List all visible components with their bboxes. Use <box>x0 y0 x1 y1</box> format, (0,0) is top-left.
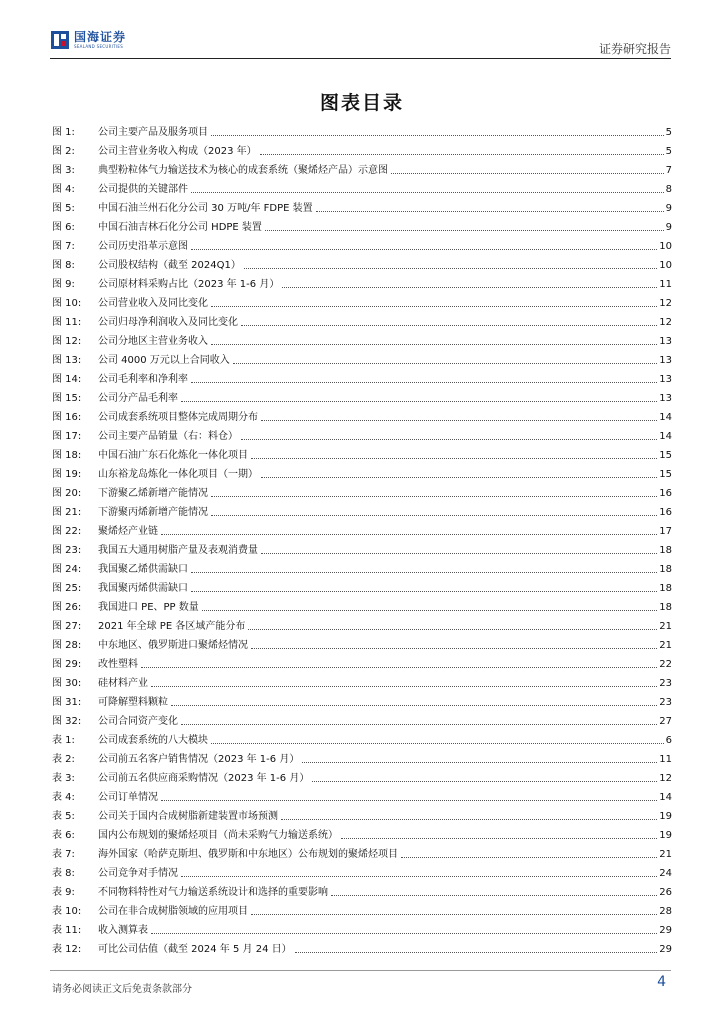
toc-entry-title: 公司成套系统的八大模块 <box>98 735 208 746</box>
toc-entry-label: 图 30: <box>52 678 82 689</box>
toc-leader-dots <box>312 781 657 782</box>
toc-entry-title: 公司毛利率和净利率 <box>98 374 188 385</box>
toc-leader-dots <box>191 572 657 573</box>
toc-leader-dots <box>141 667 657 668</box>
toc-entry[interactable] <box>52 177 672 196</box>
toc-leader-dots <box>211 306 657 307</box>
toc-entry[interactable] <box>52 671 672 690</box>
toc-entry-label: 表 2: <box>52 754 75 765</box>
toc-leader-dots <box>282 287 657 288</box>
toc-entry[interactable] <box>52 804 672 823</box>
toc-entry-label: 图 28: <box>52 640 82 651</box>
toc-entry[interactable] <box>52 538 672 557</box>
toc-entry-page: 14 <box>659 792 672 803</box>
toc-entry-label: 表 11: <box>52 925 82 936</box>
toc-entry-page: 18 <box>659 602 672 613</box>
toc-entry-label: 图 27: <box>52 621 82 632</box>
logo-mark-icon <box>50 30 70 50</box>
toc-leader-dots <box>171 705 657 706</box>
toc-entry[interactable] <box>52 234 672 253</box>
toc-entry-title: 公司营业收入及同比变化 <box>98 298 208 309</box>
toc-entry-label: 图 14: <box>52 374 82 385</box>
toc-entry-page: 15 <box>659 450 672 461</box>
toc-entry[interactable] <box>52 595 672 614</box>
toc-leader-dots <box>302 762 657 763</box>
toc-entry-title: 收入测算表 <box>98 925 148 936</box>
toc-entry-page: 10 <box>659 241 672 252</box>
toc-entry[interactable] <box>52 576 672 595</box>
toc-leader-dots <box>391 173 664 174</box>
toc-entry-page: 18 <box>659 564 672 575</box>
toc-entry[interactable] <box>52 519 672 538</box>
toc-entry-page: 17 <box>659 526 672 537</box>
toc-leader-dots <box>265 230 664 231</box>
toc-entry-title: 公司股权结构（截至 2024Q1） <box>98 260 241 271</box>
toc-entry-page: 13 <box>659 355 672 366</box>
toc-entry-title: 硅材料产业 <box>98 678 148 689</box>
toc-entry-page: 26 <box>659 887 672 898</box>
toc-leader-dots <box>211 515 657 516</box>
toc-entry-label: 图 20: <box>52 488 82 499</box>
table-of-figures <box>52 120 672 956</box>
toc-entry-title: 中东地区、俄罗斯进口聚烯烃情况 <box>98 640 248 651</box>
toc-entry-page: 22 <box>659 659 672 670</box>
toc-entry-label: 表 3: <box>52 773 75 784</box>
toc-entry-label: 图 19: <box>52 469 82 480</box>
toc-entry[interactable] <box>52 348 672 367</box>
toc-entry[interactable] <box>52 918 672 937</box>
toc-entry-label: 图 8: <box>52 260 75 271</box>
toc-leader-dots <box>244 268 657 269</box>
toc-entry[interactable] <box>52 500 672 519</box>
toc-leader-dots <box>161 534 657 535</box>
toc-entry-title: 公司成套系统项目整体完成周期分布 <box>98 412 258 423</box>
toc-entry-page: 10 <box>659 260 672 271</box>
toc-entry-title: 公司在非合成树脂领域的应用项目 <box>98 906 248 917</box>
toc-entry-label: 图 16: <box>52 412 82 423</box>
page-title: 图表目录 <box>319 92 404 114</box>
toc-leader-dots <box>295 952 658 953</box>
toc-entry-page: 21 <box>659 640 672 651</box>
toc-entry-page: 11 <box>659 279 672 290</box>
toc-entry[interactable] <box>52 899 672 918</box>
logo-text-en: SEALAND SECURITIES <box>74 44 124 49</box>
toc-entry-title: 公司提供的关键部件 <box>98 184 188 195</box>
toc-entry[interactable] <box>52 766 672 785</box>
toc-leader-dots <box>161 800 657 801</box>
toc-entry[interactable] <box>52 709 672 728</box>
toc-entry-title: 公司分地区主营业务收入 <box>98 336 208 347</box>
toc-entry-title: 我国五大通用树脂产量及表观消费量 <box>98 545 258 556</box>
toc-entry-label: 图 6: <box>52 222 75 233</box>
toc-entry-label: 表 6: <box>52 830 75 841</box>
toc-entry-label: 图 12: <box>52 336 82 347</box>
toc-entry[interactable] <box>52 253 672 272</box>
toc-entry[interactable] <box>52 785 672 804</box>
toc-entry-title: 下游聚丙烯新增产能情况 <box>98 507 208 518</box>
toc-leader-dots <box>241 439 657 440</box>
toc-entry-title: 聚烯烃产业链 <box>98 526 158 537</box>
toc-entry-title: 公司竞争对手情况 <box>98 868 178 879</box>
toc-leader-dots <box>341 838 657 839</box>
page-number: 4 <box>657 974 666 990</box>
toc-entry-label: 表 12: <box>52 944 82 955</box>
toc-entry-page: 29 <box>659 944 672 955</box>
toc-entry-title: 公司 4000 万元以上合同收入 <box>98 355 230 366</box>
toc-entry-label: 图 11: <box>52 317 82 328</box>
toc-entry[interactable] <box>52 196 672 215</box>
toc-leader-dots <box>191 249 657 250</box>
toc-leader-dots <box>233 363 657 364</box>
toc-leader-dots <box>211 344 657 345</box>
toc-entry[interactable] <box>52 728 672 747</box>
toc-entry-page: 19 <box>659 811 672 822</box>
toc-leader-dots <box>261 553 657 554</box>
footer-divider <box>50 970 671 971</box>
toc-entry-title: 公司历史沿革示意图 <box>98 241 188 252</box>
toc-leader-dots <box>151 686 657 687</box>
toc-leader-dots <box>211 743 664 744</box>
toc-leader-dots <box>191 591 657 592</box>
toc-leader-dots <box>281 819 657 820</box>
toc-entry-label: 图 25: <box>52 583 82 594</box>
toc-leader-dots <box>181 724 657 725</box>
toc-entry-page: 21 <box>659 849 672 860</box>
toc-entry-label: 图 18: <box>52 450 82 461</box>
toc-entry[interactable] <box>52 329 672 348</box>
toc-entry-label: 图 10: <box>52 298 82 309</box>
toc-entry-page: 16 <box>659 488 672 499</box>
toc-entry[interactable] <box>52 367 672 386</box>
toc-leader-dots <box>261 420 657 421</box>
toc-entry-label: 图 5: <box>52 203 75 214</box>
toc-entry[interactable] <box>52 443 672 462</box>
toc-entry-title: 下游聚乙烯新增产能情况 <box>98 488 208 499</box>
toc-entry-title: 山东裕龙岛炼化一体化项目（一期） <box>98 469 258 480</box>
toc-entry-label: 图 29: <box>52 659 82 670</box>
toc-entry-page: 15 <box>659 469 672 480</box>
toc-entry[interactable] <box>52 481 672 500</box>
toc-entry-page: 12 <box>659 317 672 328</box>
toc-entry-label: 图 23: <box>52 545 82 556</box>
toc-leader-dots <box>331 895 657 896</box>
toc-entry-page: 8 <box>665 184 672 195</box>
toc-entry[interactable] <box>52 823 672 842</box>
toc-entry[interactable] <box>52 291 672 310</box>
toc-entry-page: 14 <box>659 412 672 423</box>
toc-entry-title: 不同物料特性对气力输送系统设计和选择的重要影响 <box>98 887 328 898</box>
toc-entry-page: 23 <box>659 697 672 708</box>
toc-entry-title: 可比公司估值（截至 2024 年 5 月 24 日） <box>98 944 292 955</box>
toc-entry-title: 公司主营业务收入构成（2023 年） <box>98 146 257 157</box>
toc-leader-dots <box>191 192 664 193</box>
toc-leader-dots <box>241 325 657 326</box>
page-header <box>0 0 724 62</box>
toc-entry-page: 13 <box>659 393 672 404</box>
toc-entry[interactable] <box>52 215 672 234</box>
toc-entry-label: 图 2: <box>52 146 75 157</box>
toc-entry-label: 图 1: <box>52 127 75 138</box>
toc-entry[interactable] <box>52 310 672 329</box>
toc-entry-page: 16 <box>659 507 672 518</box>
toc-entry-title: 我国聚乙烯供需缺口 <box>98 564 188 575</box>
toc-entry-title: 公司前五名客户销售情况（2023 年 1-6 月） <box>98 754 300 765</box>
toc-entry-page: 19 <box>659 830 672 841</box>
toc-entry[interactable] <box>52 386 672 405</box>
toc-entry-title: 公司合同资产变化 <box>98 716 178 727</box>
toc-leader-dots <box>251 458 657 459</box>
toc-entry-title: 公司归母净利润收入及同比变化 <box>98 317 238 328</box>
toc-entry-page: 5 <box>665 127 672 138</box>
toc-entry-title: 公司主要产品销量（右：料仓） <box>98 431 238 442</box>
toc-entry-page: 24 <box>659 868 672 879</box>
toc-entry[interactable] <box>52 861 672 880</box>
toc-entry-title: 国内公布规划的聚烯烃项目（尚未采购气力输送系统） <box>98 830 338 841</box>
toc-leader-dots <box>181 401 657 402</box>
toc-leader-dots <box>211 496 657 497</box>
toc-entry[interactable] <box>52 405 672 424</box>
toc-entry-page: 14 <box>659 431 672 442</box>
toc-entry-page: 13 <box>659 374 672 385</box>
toc-leader-dots <box>248 629 657 630</box>
toc-entry-page: 9 <box>665 222 672 233</box>
toc-entry-page: 7 <box>665 165 672 176</box>
toc-leader-dots <box>211 135 664 136</box>
toc-entry-page: 29 <box>659 925 672 936</box>
toc-entry[interactable] <box>52 747 672 766</box>
logo-text-cn: 国海证券 <box>74 30 127 44</box>
toc-entry[interactable] <box>52 614 672 633</box>
toc-entry-label: 图 31: <box>52 697 82 708</box>
toc-entry-title: 公司关于国内合成树脂新建装置市场预测 <box>98 811 278 822</box>
toc-entry-label: 图 26: <box>52 602 82 613</box>
footer-disclaimer: 请务必阅读正文后免责条款部分 <box>52 984 192 995</box>
toc-entry[interactable] <box>52 690 672 709</box>
company-logo <box>50 30 126 50</box>
toc-entry-page: 9 <box>665 203 672 214</box>
toc-entry[interactable] <box>52 139 672 158</box>
toc-entry-label: 表 9: <box>52 887 75 898</box>
toc-entry-title: 海外国家（哈萨克斯坦、俄罗斯和中东地区）公布规划的聚烯烃项目 <box>98 849 398 860</box>
toc-entry-page: 5 <box>665 146 672 157</box>
toc-entry-label: 表 7: <box>52 849 75 860</box>
toc-entry-label: 图 21: <box>52 507 82 518</box>
toc-entry-page: 18 <box>659 545 672 556</box>
toc-entry-label: 图 24: <box>52 564 82 575</box>
toc-entry-label: 图 9: <box>52 279 75 290</box>
toc-entry-page: 28 <box>659 906 672 917</box>
report-type-label: 证券研究报告 <box>598 42 671 56</box>
toc-entry-title: 典型粉粒体气力输送技术为核心的成套系统（聚烯烃产品）示意图 <box>98 165 388 176</box>
toc-entry-title: 改性塑料 <box>98 659 138 670</box>
toc-leader-dots <box>261 477 657 478</box>
toc-entry-page: 27 <box>659 716 672 727</box>
toc-entry-title: 公司原材料采购占比（2023 年 1-6 月） <box>98 279 280 290</box>
toc-entry-title: 2021 年全球 PE 各区域产能分布 <box>98 621 246 632</box>
toc-entry[interactable] <box>52 272 672 291</box>
toc-entry-page: 12 <box>659 773 672 784</box>
toc-entry-title: 公司分产品毛利率 <box>98 393 178 404</box>
toc-entry-title: 我国聚丙烯供需缺口 <box>98 583 188 594</box>
toc-leader-dots <box>251 914 657 915</box>
toc-entry-title: 我国进口 PE、PP 数量 <box>98 602 199 613</box>
toc-entry-page: 13 <box>659 336 672 347</box>
toc-entry-label: 表 4: <box>52 792 75 803</box>
header-divider <box>50 58 671 59</box>
toc-entry-label: 图 17: <box>52 431 82 442</box>
toc-entry-page: 21 <box>659 621 672 632</box>
toc-leader-dots <box>260 154 664 155</box>
toc-leader-dots <box>191 382 657 383</box>
toc-entry-label: 图 32: <box>52 716 82 727</box>
toc-entry-label: 表 10: <box>52 906 82 917</box>
toc-entry-label: 图 22: <box>52 526 82 537</box>
toc-leader-dots <box>151 933 657 934</box>
toc-entry-label: 表 5: <box>52 811 75 822</box>
toc-entry-label: 图 15: <box>52 393 82 404</box>
toc-entry-title: 公司订单情况 <box>98 792 158 803</box>
toc-entry-page: 11 <box>659 754 672 765</box>
toc-entry[interactable] <box>52 842 672 861</box>
toc-entry-title: 中国石油广东石化炼化一体化项目 <box>98 450 248 461</box>
toc-entry[interactable] <box>52 424 672 443</box>
toc-entry-page: 12 <box>659 298 672 309</box>
toc-entry[interactable] <box>52 158 672 177</box>
toc-entry-label: 图 13: <box>52 355 82 366</box>
toc-leader-dots <box>202 610 657 611</box>
toc-leader-dots <box>401 857 657 858</box>
toc-entry[interactable] <box>52 120 672 139</box>
toc-entry-title: 公司主要产品及服务项目 <box>98 127 208 138</box>
toc-leader-dots <box>316 211 664 212</box>
toc-entry-page: 18 <box>659 583 672 594</box>
toc-leader-dots <box>181 876 657 877</box>
toc-entry[interactable] <box>52 880 672 899</box>
toc-entry-title: 中国石油吉林石化分公司 HDPE 装置 <box>98 222 262 233</box>
toc-entry-title: 中国石油兰州石化分公司 30 万吨/年 FDPE 装置 <box>98 203 313 214</box>
toc-entry-title: 公司前五名供应商采购情况（2023 年 1-6 月） <box>98 773 310 784</box>
toc-entry-title: 可降解塑料颗粒 <box>98 697 168 708</box>
toc-entry[interactable] <box>52 633 672 652</box>
toc-entry-label: 表 8: <box>52 868 75 879</box>
toc-entry-page: 23 <box>659 678 672 689</box>
toc-entry[interactable] <box>52 937 672 956</box>
toc-entry-page: 6 <box>665 735 672 746</box>
toc-entry-label: 图 7: <box>52 241 75 252</box>
toc-entry-label: 表 1: <box>52 735 75 746</box>
toc-entry-label: 图 3: <box>52 165 75 176</box>
toc-entry[interactable] <box>52 557 672 576</box>
toc-entry[interactable] <box>52 652 672 671</box>
toc-entry[interactable] <box>52 462 672 481</box>
toc-leader-dots <box>251 648 657 649</box>
toc-entry-label: 图 4: <box>52 184 75 195</box>
